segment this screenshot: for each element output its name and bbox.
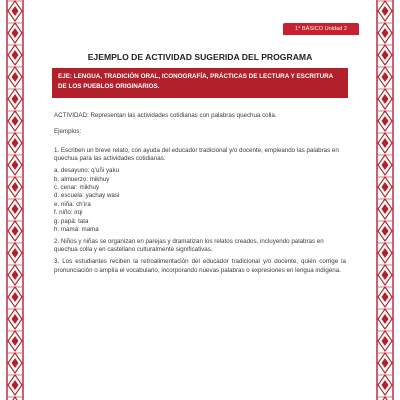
examples-label: Ejemplos:: [54, 128, 82, 136]
vocab-item: c. cenar: mikhuy: [54, 183, 100, 191]
vocab-item: d. escuela: yachay wasi: [54, 192, 120, 200]
activity-body: [54, 112, 346, 275]
vocab-item: h. mamá: mama: [54, 225, 99, 233]
step-1: 1. Escriben un breve relato, con ayuda del educador tradicional y/o docente, empleando las palabras en quechua para las actividades cotidianas:: [54, 146, 339, 163]
page-title: EJEMPLO DE ACTIVIDAD SUGERIDA DEL PROGRAMA: [87, 52, 313, 62]
left-decorative-border: [6, 0, 24, 400]
vocab-item: e. niña: ch’ira: [54, 200, 91, 208]
vocab-item: f. niño: irqi: [54, 209, 83, 217]
vocab-item: g. papá: tata: [54, 217, 89, 225]
grade-unit-badge: 1° BÁSICO Unidad 2: [283, 23, 359, 35]
step-3: 3. Los estudiantes reciben la retroalimentación del educador tradicional y/o docente, quién corrige la pronunciación o amplía el vocabulario, incorporando nuevas palabras o expresiones en lengua indígena.: [54, 258, 346, 274]
activity-statement: ACTIVIDAD: Representan las actividades cotidianas con palabras quechua colla.: [54, 112, 277, 119]
step-2: 2. Niños y niñas se organizan en parejas y dramatizan los relatos creados, incluyendo palabras en quechua colla y en castellano culturalmente significativas.: [54, 237, 324, 254]
vocab-item: a. desayuno: q’uñi yaku: [54, 167, 120, 175]
axis-banner: EJE: LENGUA, TRADICIÓN ORAL, ICONOGRAFÍA, PRÁCTICAS DE LECTURA Y ESCRITURA DE LOS PUEBLOS ORIGINARIOS.: [52, 68, 348, 98]
right-decorative-border: [376, 0, 394, 400]
vocab-item: b. almuerzo: mikhuy: [54, 175, 110, 183]
vocabulary-list: [54, 167, 346, 234]
